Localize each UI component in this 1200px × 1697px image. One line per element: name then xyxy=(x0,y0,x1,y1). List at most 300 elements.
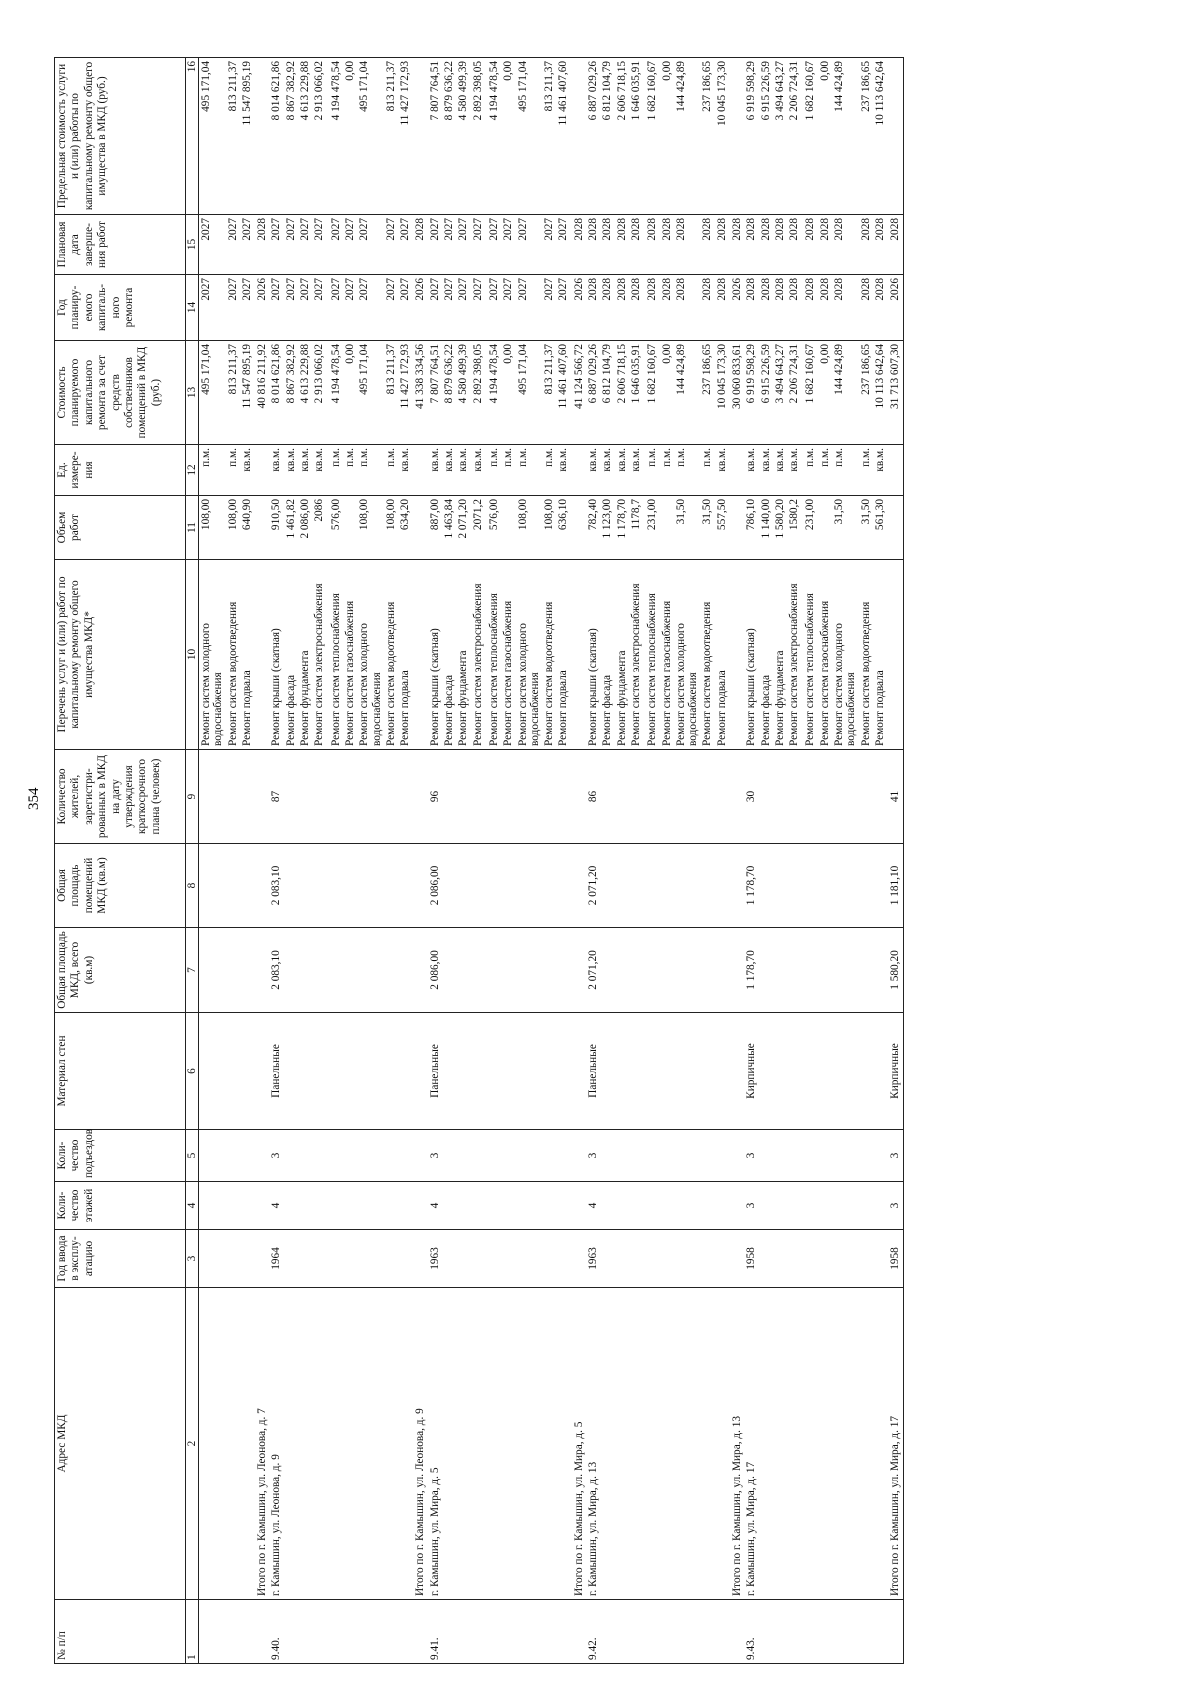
entrances-cell xyxy=(516,1130,543,1182)
residents-cell xyxy=(859,750,873,844)
work-name-cell: Ремонт фасада xyxy=(442,560,456,750)
end-date-cell: 2028 xyxy=(818,215,832,275)
limit-cost-cell: 813 211,37 xyxy=(226,58,240,215)
planned-cost-cell: 40 816 211,92 xyxy=(254,341,269,445)
planned-cost-cell: 10 045 173,30 xyxy=(715,341,729,445)
wall-material-cell xyxy=(199,1013,226,1130)
unit-cell: п.м. xyxy=(226,445,240,496)
premises-area-cell xyxy=(456,844,470,928)
end-date-cell: 2028 xyxy=(759,215,773,275)
wall-material-cell xyxy=(412,1013,427,1130)
address-cell xyxy=(284,1288,298,1600)
address-cell xyxy=(556,1288,570,1600)
year-built-cell xyxy=(873,1230,887,1288)
row-number xyxy=(803,1600,817,1664)
end-date-cell: 2027 xyxy=(542,215,556,275)
planned-cost-cell: 0,00 xyxy=(501,341,515,445)
end-date-cell: 2027 xyxy=(456,215,470,275)
entrances-cell xyxy=(787,1130,801,1182)
row-number xyxy=(556,1600,570,1664)
premises-area-cell xyxy=(412,844,427,928)
header-cell: Год планиру-емого капиталь-ного ремонта xyxy=(55,275,186,341)
residents-cell xyxy=(542,750,556,844)
year-built-cell xyxy=(803,1230,817,1288)
year-built-cell xyxy=(329,1230,343,1288)
wall-material-cell xyxy=(571,1013,586,1130)
end-date-cell: 2028 xyxy=(412,215,427,275)
repair-year-cell: 2028 xyxy=(787,275,801,341)
unit-cell: п.м. xyxy=(859,445,873,496)
address-cell xyxy=(859,1288,873,1600)
work-row xyxy=(615,58,629,1664)
planned-cost-cell: 813 211,37 xyxy=(226,341,240,445)
repair-year-cell: 2027 xyxy=(226,275,240,341)
residents-cell xyxy=(398,750,412,844)
row-number: 9.43. xyxy=(744,1600,758,1664)
total-area-cell xyxy=(226,928,240,1013)
floors-cell xyxy=(600,1182,614,1230)
floors-cell xyxy=(516,1182,543,1230)
work-name-cell: Ремонт фундамента xyxy=(615,560,629,750)
house-row xyxy=(269,58,283,1664)
planned-cost-cell: 144 424,89 xyxy=(674,341,701,445)
residents-cell xyxy=(787,750,801,844)
end-date-cell: 2027 xyxy=(269,215,283,275)
row-number xyxy=(674,1600,701,1664)
repair-year-cell: 2028 xyxy=(832,275,859,341)
floors-cell xyxy=(298,1182,312,1230)
limit-cost-cell: 237 186,65 xyxy=(700,58,714,215)
planned-cost-cell: 2 892 398,05 xyxy=(471,341,485,445)
work-name-cell: Ремонт систем теплоснабжения xyxy=(645,560,659,750)
limit-cost-cell xyxy=(887,58,903,215)
work-name-cell: Ремонт систем теплоснабжения xyxy=(803,560,817,750)
wall-material-cell: Кирпичные xyxy=(887,1013,903,1130)
row-number xyxy=(501,1600,515,1664)
year-built-cell xyxy=(787,1230,801,1288)
column-number: 2 xyxy=(186,1288,199,1600)
entrances-cell: 3 xyxy=(887,1130,903,1182)
column-number: 6 xyxy=(186,1013,199,1130)
row-number: 9.42. xyxy=(586,1600,600,1664)
work-name-cell xyxy=(412,560,427,750)
total-area-cell xyxy=(832,928,859,1013)
end-date-cell: 2027 xyxy=(556,215,570,275)
residents-cell xyxy=(240,750,254,844)
premises-area-cell xyxy=(312,844,326,928)
repair-year-cell: 2027 xyxy=(312,275,326,341)
planned-cost-cell: 30 060 833,61 xyxy=(729,341,744,445)
total-area-cell xyxy=(629,928,643,1013)
work-volume-cell: 108,00 xyxy=(516,496,543,560)
planned-cost-cell: 495 171,04 xyxy=(199,341,226,445)
address-cell xyxy=(615,1288,629,1600)
end-date-cell: 2027 xyxy=(343,215,357,275)
premises-area-cell: 2 071,20 xyxy=(586,844,600,928)
planned-cost-cell: 7 807 764,51 xyxy=(428,341,442,445)
work-volume-cell: 108,00 xyxy=(384,496,398,560)
work-row xyxy=(773,58,787,1664)
wall-material-cell xyxy=(600,1013,614,1130)
unit-cell: п.м. xyxy=(357,445,384,496)
work-volume-cell: 231,00 xyxy=(645,496,659,560)
floors-cell: 4 xyxy=(428,1182,442,1230)
year-built-cell xyxy=(629,1230,643,1288)
unit-cell: кв.м. xyxy=(759,445,773,496)
repair-year-cell: 2028 xyxy=(645,275,659,341)
wall-material-cell xyxy=(700,1013,714,1130)
work-volume-cell: 108,00 xyxy=(199,496,226,560)
entrances-cell xyxy=(329,1130,343,1182)
end-date-cell: 2027 xyxy=(471,215,485,275)
wall-material-cell xyxy=(442,1013,456,1130)
entrances-cell xyxy=(759,1130,773,1182)
repair-year-cell: 2028 xyxy=(859,275,873,341)
limit-cost-cell: 4 613 229,88 xyxy=(298,58,312,215)
row-number xyxy=(312,1600,326,1664)
work-name-cell: Ремонт подвала xyxy=(398,560,412,750)
premises-area-cell xyxy=(442,844,456,928)
work-row xyxy=(600,58,614,1664)
work-volume-cell: 1 463,84 xyxy=(442,496,456,560)
column-number: 14 xyxy=(186,275,199,341)
repair-year-cell: 2027 xyxy=(542,275,556,341)
work-name-cell: Ремонт систем холодного водоснабжения xyxy=(357,560,384,750)
repair-year-cell: 2028 xyxy=(818,275,832,341)
column-number: 15 xyxy=(186,215,199,275)
address-cell: г. Камышин, ул. Мира, д. 13 xyxy=(586,1288,600,1600)
address-cell xyxy=(700,1288,714,1600)
limit-cost-cell: 1 682 160,67 xyxy=(645,58,659,215)
year-built-cell xyxy=(759,1230,773,1288)
total-area-cell xyxy=(660,928,674,1013)
work-name-cell: Ремонт фундамента xyxy=(456,560,470,750)
wall-material-cell xyxy=(645,1013,659,1130)
residents-cell xyxy=(660,750,674,844)
planned-cost-cell: 495 171,04 xyxy=(516,341,543,445)
limit-cost-cell: 813 211,37 xyxy=(384,58,398,215)
floors-cell xyxy=(226,1182,240,1230)
end-date-cell: 2028 xyxy=(645,215,659,275)
header-cell: Коли-чество этажей xyxy=(55,1182,186,1230)
unit-cell: кв.м. xyxy=(873,445,887,496)
address-cell: Итого по г. Камышин, ул. Леонова, д. 9 xyxy=(412,1288,427,1600)
year-built-cell xyxy=(312,1230,326,1288)
year-built-cell xyxy=(199,1230,226,1288)
work-row xyxy=(343,58,357,1664)
premises-area-cell xyxy=(832,844,859,928)
address-cell xyxy=(199,1288,226,1600)
entrances-cell xyxy=(715,1130,729,1182)
floors-cell xyxy=(818,1182,832,1230)
unit-cell: п.м. xyxy=(199,445,226,496)
residents-cell xyxy=(615,750,629,844)
residents-cell xyxy=(571,750,586,844)
work-name-cell: Ремонт систем холодного водоснабжения xyxy=(199,560,226,750)
header-cell: Общая площадь МКД, всего (кв.м) xyxy=(55,928,186,1013)
premises-area-cell xyxy=(803,844,817,928)
work-volume-cell: 786,10 xyxy=(744,496,758,560)
work-name-cell: Ремонт фасада xyxy=(600,560,614,750)
row-number xyxy=(615,1600,629,1664)
work-name-cell: Ремонт систем газоснабжения xyxy=(818,560,832,750)
header-cell: Плановая дата заверше-ния работ xyxy=(55,215,186,275)
floors-cell xyxy=(729,1182,744,1230)
limit-cost-cell: 495 171,04 xyxy=(516,58,543,215)
year-built-cell xyxy=(254,1230,269,1288)
row-number xyxy=(645,1600,659,1664)
floors-cell xyxy=(240,1182,254,1230)
work-volume-cell: 1 461,82 xyxy=(284,496,298,560)
header-cell: Коли-чество подъездов xyxy=(55,1130,186,1182)
year-built-cell xyxy=(298,1230,312,1288)
work-row xyxy=(645,58,659,1664)
wall-material-cell xyxy=(516,1013,543,1130)
planned-cost-cell: 10 113 642,64 xyxy=(873,341,887,445)
planned-cost-cell: 8 867 382,92 xyxy=(284,341,298,445)
year-built-cell: 1964 xyxy=(269,1230,283,1288)
year-built-cell: 1958 xyxy=(887,1230,903,1288)
work-row xyxy=(329,58,343,1664)
year-built-cell xyxy=(343,1230,357,1288)
row-number xyxy=(516,1600,543,1664)
repair-year-cell: 2028 xyxy=(600,275,614,341)
wall-material-cell xyxy=(312,1013,326,1130)
limit-cost-cell: 813 211,37 xyxy=(542,58,556,215)
column-number: 13 xyxy=(186,341,199,445)
total-area-cell xyxy=(700,928,714,1013)
work-volume-cell: 2 071,20 xyxy=(456,496,470,560)
premises-area-cell: 1 181,10 xyxy=(887,844,903,928)
residents-cell xyxy=(312,750,326,844)
wall-material-cell xyxy=(471,1013,485,1130)
wall-material-cell xyxy=(254,1013,269,1130)
repair-year-cell: 2028 xyxy=(629,275,643,341)
floors-cell xyxy=(542,1182,556,1230)
floors-cell xyxy=(773,1182,787,1230)
repair-year-cell: 2027 xyxy=(240,275,254,341)
total-area-cell xyxy=(298,928,312,1013)
limit-cost-cell xyxy=(412,58,427,215)
unit-cell: п.м. xyxy=(516,445,543,496)
repair-year-cell: 2026 xyxy=(729,275,744,341)
total-area-cell xyxy=(873,928,887,1013)
work-row xyxy=(226,58,240,1664)
residents-cell: 86 xyxy=(586,750,600,844)
floors-cell xyxy=(832,1182,859,1230)
floors-cell xyxy=(384,1182,398,1230)
work-name-cell: Ремонт систем газоснабжения xyxy=(660,560,674,750)
limit-cost-cell: 0,00 xyxy=(343,58,357,215)
year-built-cell xyxy=(700,1230,714,1288)
work-volume-cell: 1 123,00 xyxy=(600,496,614,560)
year-built-cell xyxy=(226,1230,240,1288)
row-number: 9.41. xyxy=(428,1600,442,1664)
limit-cost-cell: 495 171,04 xyxy=(199,58,226,215)
unit-cell: п.м. xyxy=(343,445,357,496)
entrances-cell xyxy=(199,1130,226,1182)
end-date-cell: 2028 xyxy=(660,215,674,275)
work-volume-cell: 108,00 xyxy=(226,496,240,560)
limit-cost-cell: 1 646 035,91 xyxy=(629,58,643,215)
residents-cell xyxy=(357,750,384,844)
row-number xyxy=(600,1600,614,1664)
total-area-cell xyxy=(357,928,384,1013)
planned-cost-cell: 41 338 334,56 xyxy=(412,341,427,445)
work-name-cell xyxy=(887,560,903,750)
row-number xyxy=(442,1600,456,1664)
total-area-cell xyxy=(384,928,398,1013)
entrances-cell xyxy=(312,1130,326,1182)
unit-cell: кв.м. xyxy=(715,445,729,496)
entrances-cell xyxy=(729,1130,744,1182)
work-name-cell: Ремонт крыши (скатная) xyxy=(269,560,283,750)
premises-area-cell xyxy=(571,844,586,928)
floors-cell xyxy=(715,1182,729,1230)
entrances-cell xyxy=(674,1130,701,1182)
total-area-cell xyxy=(199,928,226,1013)
entrances-cell xyxy=(600,1130,614,1182)
year-built-cell xyxy=(501,1230,515,1288)
work-volume-cell: 640,90 xyxy=(240,496,254,560)
residents-cell xyxy=(471,750,485,844)
column-number: 5 xyxy=(186,1130,199,1182)
year-built-cell xyxy=(240,1230,254,1288)
limit-cost-cell: 6 919 598,29 xyxy=(744,58,758,215)
planned-cost-cell: 4 613 229,88 xyxy=(298,341,312,445)
planned-cost-cell: 4 194 478,54 xyxy=(329,341,343,445)
limit-cost-cell: 4 580 499,39 xyxy=(456,58,470,215)
repair-year-cell: 2028 xyxy=(873,275,887,341)
residents-cell xyxy=(199,750,226,844)
work-volume-cell xyxy=(254,496,269,560)
premises-area-cell: 2 083,10 xyxy=(269,844,283,928)
repair-year-cell: 2027 xyxy=(471,275,485,341)
limit-cost-cell: 4 194 478,54 xyxy=(487,58,501,215)
repair-year-cell: 2027 xyxy=(284,275,298,341)
work-volume-cell: 108,00 xyxy=(357,496,384,560)
year-built-cell xyxy=(456,1230,470,1288)
floors-cell xyxy=(471,1182,485,1230)
unit-cell: п.м. xyxy=(501,445,515,496)
work-row xyxy=(357,58,384,1664)
row-number xyxy=(818,1600,832,1664)
total-area-cell xyxy=(471,928,485,1013)
total-area-cell xyxy=(715,928,729,1013)
entrances-cell xyxy=(818,1130,832,1182)
address-cell xyxy=(787,1288,801,1600)
wall-material-cell xyxy=(487,1013,501,1130)
limit-cost-cell: 10 113 642,64 xyxy=(873,58,887,215)
work-volume-cell: 557,50 xyxy=(715,496,729,560)
premises-area-cell xyxy=(384,844,398,928)
total-area-cell xyxy=(312,928,326,1013)
wall-material-cell xyxy=(660,1013,674,1130)
planned-cost-cell: 11 547 895,19 xyxy=(240,341,254,445)
row-number xyxy=(240,1600,254,1664)
end-date-cell: 2028 xyxy=(674,215,701,275)
wall-material-cell xyxy=(357,1013,384,1130)
residents-cell xyxy=(412,750,427,844)
entrances-cell: 3 xyxy=(744,1130,758,1182)
repair-year-cell: 2028 xyxy=(773,275,787,341)
work-volume-cell: 634,20 xyxy=(398,496,412,560)
repair-year-cell: 2028 xyxy=(715,275,729,341)
total-row xyxy=(571,58,586,1664)
end-date-cell: 2028 xyxy=(615,215,629,275)
row-number xyxy=(199,1600,226,1664)
work-row xyxy=(803,58,817,1664)
work-row xyxy=(312,58,326,1664)
premises-area-cell xyxy=(859,844,873,928)
planned-cost-cell: 41 124 566,72 xyxy=(571,341,586,445)
wall-material-cell xyxy=(384,1013,398,1130)
header-cell: Объем работ xyxy=(55,496,186,560)
work-volume-cell xyxy=(887,496,903,560)
unit-cell: кв.м. xyxy=(456,445,470,496)
year-built-cell xyxy=(284,1230,298,1288)
work-volume-cell: 2 086,00 xyxy=(298,496,312,560)
planned-cost-cell: 8 014 621,86 xyxy=(269,341,283,445)
limit-cost-cell: 6 812 104,79 xyxy=(600,58,614,215)
wall-material-cell xyxy=(240,1013,254,1130)
total-area-cell xyxy=(773,928,787,1013)
limit-cost-cell: 237 186,65 xyxy=(859,58,873,215)
column-number-row xyxy=(186,58,199,1664)
wall-material-cell xyxy=(343,1013,357,1130)
row-number xyxy=(700,1600,714,1664)
limit-cost-cell: 4 194 478,54 xyxy=(329,58,343,215)
end-date-cell: 2028 xyxy=(787,215,801,275)
work-volume-cell xyxy=(729,496,744,560)
total-area-cell xyxy=(254,928,269,1013)
column-number: 3 xyxy=(186,1230,199,1288)
residents-cell xyxy=(516,750,543,844)
address-cell xyxy=(803,1288,817,1600)
address-cell xyxy=(442,1288,456,1600)
limit-cost-cell: 6 887 029,26 xyxy=(586,58,600,215)
year-built-cell xyxy=(773,1230,787,1288)
work-row xyxy=(787,58,801,1664)
year-built-cell xyxy=(412,1230,427,1288)
residents-cell xyxy=(773,750,787,844)
residents-cell xyxy=(873,750,887,844)
premises-area-cell xyxy=(773,844,787,928)
entrances-cell xyxy=(398,1130,412,1182)
premises-area-cell xyxy=(556,844,570,928)
address-cell: г. Камышин, ул. Леонова, д. 9 xyxy=(269,1288,283,1600)
limit-cost-cell: 2 913 066,02 xyxy=(312,58,326,215)
work-volume-cell: 231,00 xyxy=(803,496,817,560)
limit-cost-cell: 8 879 636,22 xyxy=(442,58,456,215)
end-date-cell: 2027 xyxy=(298,215,312,275)
house-row xyxy=(744,58,758,1664)
repair-year-cell: 2028 xyxy=(803,275,817,341)
floors-cell xyxy=(803,1182,817,1230)
residents-cell xyxy=(629,750,643,844)
work-row xyxy=(759,58,773,1664)
unit-cell: кв.м. xyxy=(600,445,614,496)
work-row xyxy=(384,58,398,1664)
end-date-cell: 2028 xyxy=(571,215,586,275)
planned-cost-cell: 1 682 160,67 xyxy=(803,341,817,445)
row-number xyxy=(887,1600,903,1664)
end-date-cell: 2027 xyxy=(199,215,226,275)
work-row xyxy=(442,58,456,1664)
residents-cell xyxy=(600,750,614,844)
total-area-cell xyxy=(343,928,357,1013)
work-volume-cell: 636,10 xyxy=(556,496,570,560)
